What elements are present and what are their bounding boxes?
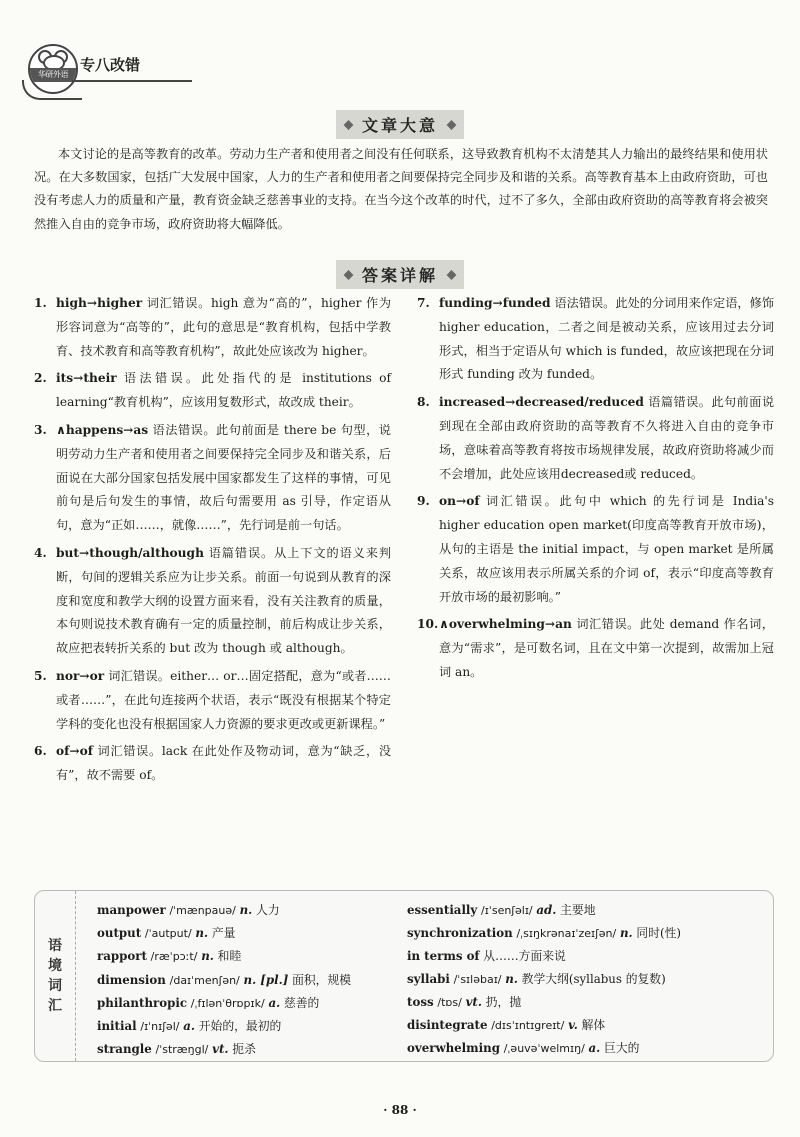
vocab-phonetic: /tɒs/	[437, 995, 462, 1009]
vocab-meaning: 教学大纲(syllabus 的复数)	[521, 971, 666, 986]
vocab-word: output	[97, 926, 142, 941]
vocab-entry	[407, 968, 767, 991]
answer-item	[417, 613, 774, 684]
vocab-pos: a.	[183, 1019, 195, 1034]
answer-explanation: 语法错误。此处的分词用来作定语，修饰 higher education，二者之间是被动关系，应该用过去分词形式，相当于定语从句 which is funded，故应该把现在分词形式 funding 改为 funded。	[439, 296, 775, 382]
answer-explanation: 词汇错误。high 意为“高的”，higher 作为形容词意为“高等的”，此句的意思是“教育机构，包括中学教育、技术教育和高等教育机构”，故此处应该改为 higher。	[56, 296, 392, 358]
vocab-entry	[97, 1015, 387, 1038]
vocab-word: syllabi	[407, 971, 450, 986]
vocab-phonetic: /ˈstræŋgl/	[155, 1043, 209, 1057]
vocab-entry	[97, 945, 387, 968]
summary-heading	[0, 110, 800, 139]
vocab-entry	[407, 899, 767, 922]
answer-number: 1.	[34, 296, 47, 310]
vocab-phonetic: /ɪˈsenʃəlɪ/	[481, 904, 533, 917]
answer-item	[417, 490, 774, 609]
vocab-word: strangle	[97, 1042, 152, 1057]
answer-number: 4.	[34, 545, 47, 560]
vocab-meaning: 开始的，最初的	[198, 1019, 282, 1034]
summary-heading-label: 文章大意	[336, 110, 464, 139]
vocab-label-text: 语境词汇	[48, 938, 62, 1014]
vocab-entry	[97, 922, 387, 945]
vocab-word: philanthropic	[97, 995, 188, 1010]
answer-number: 3.	[34, 422, 47, 437]
answer-explanation: 语篇错误。此句前面说到现在全部由政府资助的高等教育不久将进入自由的竞争市场，意味着高等教育将按市场规律发展，故政府资助将减少而不会增加，此处应该用decreased或 reduced。	[439, 395, 775, 481]
vocab-word: dimension	[97, 972, 166, 987]
vocab-entry	[407, 1037, 767, 1060]
vocab-pos: vt.	[212, 1042, 229, 1057]
answer-explanation: 词汇错误。此句中 which 的先行词是 India's higher education open market(印度高等教育开放市场)，从句的主语是 the initial impact，与 open market 是所属关系，故应该用表示所属关系的介词 of，表示“印度高等教育开放市场的最初影响。”	[439, 494, 774, 604]
vocab-meaning: 解体	[581, 1018, 606, 1033]
logo	[28, 44, 78, 94]
answer-item	[34, 740, 391, 788]
vocab-entry	[407, 991, 767, 1014]
vocab-meaning: 主要地	[560, 903, 596, 917]
answer-number: 10.	[417, 617, 439, 632]
answer-item	[34, 542, 391, 661]
vocab-pos: n.	[201, 949, 214, 964]
answer-number: 5.	[34, 668, 47, 683]
vocab-pos: v.	[568, 1018, 578, 1033]
answer-explanation: 语法错误。此处指代的是 institutions of learning“教育机构”，应该用复数形式，故改成 their。	[56, 371, 391, 410]
answer-explanation: 语法错误。此句前面是 there be 句型，说明劳动力生产者和使用者之间要保持完全同步及和谐关系，后面说在大部分国家包括发展中国家都发生了这样的事情，可见前句是后句发生的事情，故后句需要用 as 引导，作定语从句，意为“正如……，就像……”，先行词是前一句话。	[56, 422, 391, 533]
vocab-word: in terms of	[407, 949, 480, 964]
page-header	[22, 44, 782, 96]
vocab-word: manpower	[97, 903, 166, 917]
header-underline	[72, 80, 192, 82]
answer-item	[34, 665, 391, 736]
vocab-phonetic: /ˌəuvəˈwelmɪŋ/	[503, 1042, 585, 1056]
vocab-column-left	[97, 899, 387, 1061]
vocab-phonetic: /daɪˈmenʃən/	[169, 973, 240, 987]
answers-list	[34, 292, 774, 792]
answer-correction: ∧overwhelming→an	[439, 617, 572, 632]
answer-item	[417, 292, 774, 387]
summary-text: 本文讨论的是高等教育的改革。劳动力生产者和使用者之间没有任何联系，这导致教育机构不太清楚其人力输出的最终结果和使用状况。在大多数国家，包括广大发展中国家，人力的生产者和使用者之间要保持完全同步及和谐的关系。高等教育基本上由政府资助，可也没有考虑人力的质量和产量，教育资金缺乏慈善事业的支持。在当今这个改革的时代，过不了多久，全部由政府资助的高等教育将会被突然推入自由的竞争市场，政府资助将大幅降低。	[34, 147, 768, 231]
answer-correction: nor→or	[56, 668, 105, 683]
answer-correction: increased→decreased/reduced	[439, 395, 644, 410]
answer-item	[417, 391, 774, 486]
vocab-phonetic: /ˈmænpauə/	[169, 904, 236, 917]
vocab-word: essentially	[407, 903, 478, 917]
answers-body	[34, 292, 774, 792]
vocab-label	[35, 891, 76, 1061]
answer-correction: its→their	[56, 371, 117, 386]
vocab-meaning: 人力	[256, 903, 280, 917]
answer-number: 6.	[34, 744, 47, 759]
answer-explanation: 词汇错误。either… or…固定搭配，意为“或者……或者……”，在此句连接两个状语，表示“既没有根据某个特定学科的变化也没有根据国家人力资源的要求更改或更新课程。”	[56, 668, 391, 731]
vocab-phonetic: /ræˈpɔːt/	[150, 950, 198, 964]
vocab-pos: vt.	[465, 994, 482, 1009]
answer-number: 2.	[34, 371, 47, 386]
answer-explanation: 语篇错误。从上下文的语义来判断，句间的逻辑关系应为让步关系。前面一句说到从教育的深度和宽度和教学大纲的设置方面来看，没有关注教育的质量，本句则说技术教育确有一定的质量控制，前后构成让步关系，故应把表转折关系的 but 改为 though 或 although。	[56, 545, 392, 656]
vocab-entry	[407, 922, 767, 945]
vocab-meaning: 产量	[211, 926, 236, 941]
vocab-pos: n.	[239, 903, 253, 917]
answers-heading	[0, 260, 800, 289]
vocab-pos: ad.	[536, 903, 557, 917]
vocab-entry	[97, 1038, 387, 1061]
vocab-meaning: 扔，抛	[485, 994, 522, 1009]
vocab-box	[34, 890, 774, 1062]
vocab-meaning: 面积，规模	[292, 972, 352, 987]
vocab-word: disintegrate	[407, 1018, 488, 1033]
vocab-entry	[97, 969, 387, 992]
vocab-pos: a.	[268, 995, 281, 1010]
vocab-entry	[97, 899, 387, 922]
vocab-entry	[97, 992, 387, 1015]
vocab-phonetic: /ˌsɪŋkrənaɪˈzeɪʃən/	[516, 927, 617, 941]
vocab-phonetic: /ɪˈnɪʃəl/	[140, 1020, 180, 1034]
answer-number: 7.	[417, 296, 430, 310]
vocab-phonetic: /dɪsˈɪntɪgreɪt/	[491, 1019, 565, 1033]
answer-item	[34, 367, 391, 415]
vocab-column-right	[407, 899, 767, 1060]
answer-correction: but→though/although	[56, 545, 204, 560]
vocab-word: overwhelming	[407, 1041, 500, 1056]
vocab-meaning: 同时(性)	[636, 926, 682, 941]
vocab-word: toss	[407, 994, 434, 1009]
answer-correction: high→higher	[56, 296, 143, 310]
answer-explanation: 词汇错误。lack 在此处作及物动词，意为“缺乏，没有”，故不需要 of。	[56, 744, 392, 783]
logo-text: 华研外语	[30, 68, 76, 82]
vocab-phonetic: /ˈautput/	[144, 927, 192, 941]
answer-number: 9.	[417, 494, 430, 509]
answer-number: 8.	[417, 395, 430, 410]
answer-correction: on→of	[439, 494, 480, 509]
vocab-pos: n.	[619, 926, 633, 941]
vocab-meaning: 和睦	[217, 949, 242, 964]
vocab-word: rapport	[97, 949, 147, 964]
header-title: 专八改错	[80, 56, 141, 74]
vocab-entry	[407, 945, 767, 967]
answer-item	[34, 292, 391, 363]
answers-heading-label: 答案详解	[336, 260, 464, 289]
answer-correction: funding→funded	[439, 296, 551, 310]
vocab-word: synchronization	[407, 926, 513, 941]
vocab-word: initial	[97, 1019, 137, 1034]
answer-item	[34, 419, 391, 538]
vocab-meaning: 巨大的	[604, 1041, 640, 1056]
vocab-meaning: 扼杀	[232, 1042, 256, 1057]
vocab-phonetic: /ˈsɪləbaɪ/	[453, 972, 502, 986]
page-number: · 88 ·	[383, 1103, 417, 1117]
answer-explanation: 词汇错误。此处 demand 作名词，意为“需求”，是可数名词，且在文中第一次提到，故需加上冠词 an。	[439, 617, 774, 679]
answer-correction: of→of	[56, 744, 93, 759]
vocab-meaning: 慈善的	[283, 995, 320, 1010]
vocab-pos: n. [pl.]	[243, 972, 289, 987]
vocab-pos: n.	[195, 926, 209, 941]
vocab-pos: n.	[505, 971, 518, 986]
vocab-meaning: 从……方面来说	[483, 949, 566, 964]
vocab-pos: a.	[588, 1041, 601, 1056]
vocab-phonetic: /ˌfɪlənˈθrɒpɪk/	[190, 996, 265, 1010]
vocab-entry	[407, 1014, 767, 1037]
answer-correction: ∧happens→as	[56, 422, 149, 437]
